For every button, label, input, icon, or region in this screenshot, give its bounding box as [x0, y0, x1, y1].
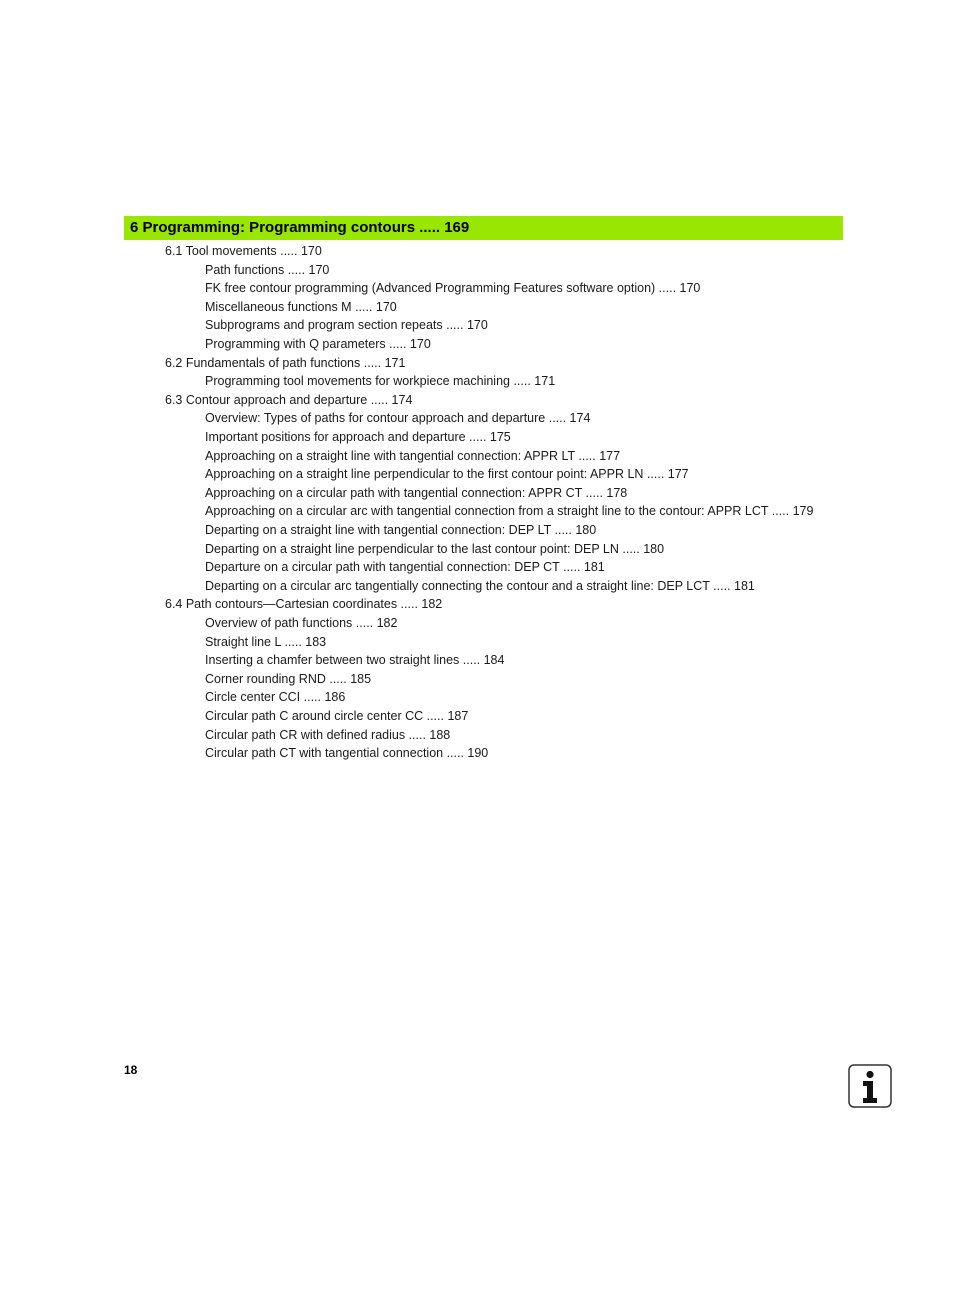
toc-subsection-entry[interactable]: Circular path CT with tangential connection ..... 190	[205, 746, 489, 761]
toc-subsection-entry[interactable]: Approaching on a circular arc with tangential connection from a straight line to the contour: APPR LCT ..... 179	[205, 504, 814, 519]
toc-subsection-entry[interactable]: FK free contour programming (Advanced Programming Features software option) ..... 170	[205, 281, 701, 296]
page-number: 18	[124, 1063, 138, 1077]
toc-subsection-entry[interactable]: Path functions ..... 170	[205, 262, 330, 277]
info-icon	[848, 1064, 892, 1108]
toc-subsection-entry[interactable]: Approaching on a circular path with tangential connection: APPR CT ..... 178	[205, 485, 628, 500]
toc-subsection-entry[interactable]: Circular path C around circle center CC ..... 187	[205, 709, 469, 723]
toc-subsection-entry[interactable]: Approaching on a straight line perpendicular to the first contour point: APPR LN ..... 177	[205, 467, 689, 482]
toc-subsection-entry[interactable]: Departing on a circular arc tangentially connecting the contour and a straight line: DEP LCT ..... 181	[205, 578, 755, 593]
toc-subsection-entry[interactable]: Inserting a chamfer between two straight lines ..... 184	[205, 653, 505, 668]
toc-section-entry[interactable]: 6.3 Contour approach and departure ..... 174	[165, 392, 413, 407]
toc-subsection-entry[interactable]: Miscellaneous functions M ..... 170	[205, 299, 397, 314]
toc-subsection-entry[interactable]: Departing on a straight line with tangential connection: DEP LT ..... 180	[205, 523, 597, 537]
toc-subsection-entry[interactable]: Departing on a straight line perpendicular to the last contour point: DEP LN ..... 180	[205, 541, 665, 556]
toc-subsection-entry[interactable]: Departure on a circular path with tangential connection: DEP CT ..... 181	[205, 560, 605, 575]
toc-section-entry[interactable]: 6.1 Tool movements ..... 170	[165, 244, 322, 258]
toc-subsection-entry[interactable]: Subprograms and program section repeats ..... 170	[205, 318, 488, 333]
toc-subsection-entry[interactable]: Programming tool movements for workpiece machining ..... 171	[205, 374, 556, 389]
toc-subsection-entry[interactable]: Programming with Q parameters ..... 170	[205, 337, 431, 351]
toc-subsection-entry[interactable]: Circular path CR with defined radius ..... 188	[205, 727, 451, 742]
toc-subsection-entry[interactable]: Straight line L ..... 183	[205, 634, 327, 649]
chapter-title: 6 Programming: Programming contours ..... 169	[130, 219, 470, 236]
toc-subsection-entry[interactable]: Important positions for approach and departure ..... 175	[205, 430, 511, 444]
toc-subsection-entry[interactable]: Overview of path functions ..... 182	[205, 616, 398, 630]
toc-section-entry[interactable]: 6.4 Path contours—Cartesian coordinates ..... 182	[165, 597, 443, 612]
toc-subsection-entry[interactable]: Circle center CCI ..... 186	[205, 690, 346, 705]
toc-section-entry[interactable]: 6.2 Fundamentals of path functions ..... 171	[165, 355, 406, 370]
toc-subsection-entry[interactable]: Corner rounding RND ..... 185	[205, 671, 372, 686]
toc-subsection-entry[interactable]: Approaching on a straight line with tangential connection: APPR LT ..... 177	[205, 448, 621, 463]
toc-subsection-entry[interactable]: Overview: Types of paths for contour approach and departure ..... 174	[205, 411, 591, 426]
